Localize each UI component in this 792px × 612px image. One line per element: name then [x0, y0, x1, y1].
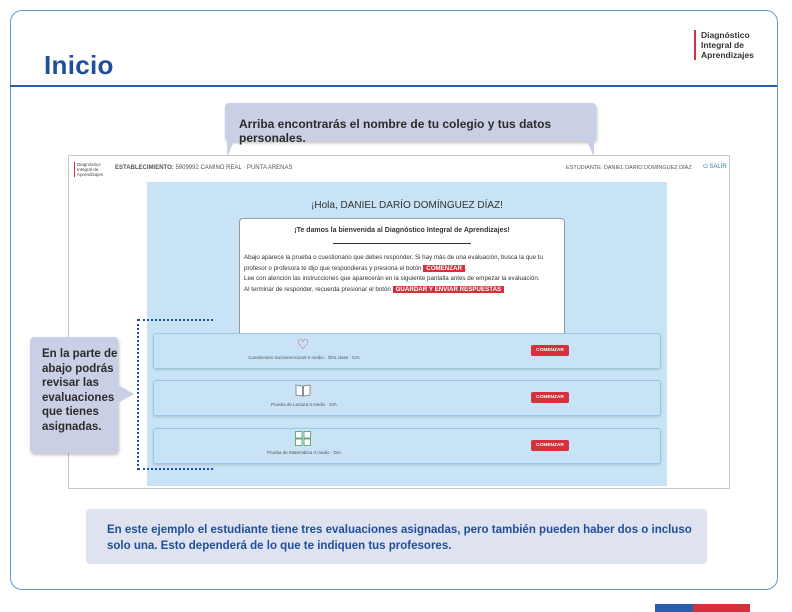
- start-button[interactable]: COMENZAR: [531, 345, 569, 356]
- welcome-title: ¡Te damos la bienvenida al Diagnóstico Integral de Aprendizajes!: [294, 227, 510, 234]
- evaluation-card: [153, 428, 661, 464]
- callout-top-text: Arriba encontrarás el nombre de tu colegio y tus datos personales.: [239, 117, 552, 145]
- greeting: ¡Hola, DANIEL DARÍO DOMÍNGUEZ DÍAZ!: [311, 200, 503, 211]
- footer-flag-blue: [655, 604, 693, 612]
- school-info: [115, 165, 293, 171]
- screenshot-logo-line-2: Integral de: [77, 167, 99, 172]
- guardar-label: GUARDAR Y ENVIAR RESPUESTAS: [393, 286, 505, 293]
- brand-line-3: Aprendizajes: [701, 50, 754, 60]
- start-button[interactable]: COMENZAR: [531, 392, 569, 403]
- bracket-top: [138, 319, 213, 321]
- power-icon: ⏻: [703, 164, 708, 170]
- instruction-3: Al terminar de responder, recuerda presionar el botón: [244, 285, 391, 293]
- title-divider: [10, 85, 777, 87]
- callout-left-text: En la parte de abajo podrás revisar las evaluaciones que tienes asignadas.: [42, 348, 118, 433]
- bottom-note: [86, 509, 707, 564]
- evaluations-panel: [147, 182, 667, 486]
- bracket-left: [137, 319, 139, 470]
- instruction-2: Lee con atención las instrucciones que aparecerán en la siguiente pantalla antes de empezar la evaluación.: [244, 275, 540, 282]
- bracket-bottom: [138, 468, 213, 470]
- book-icon: [294, 383, 312, 399]
- platform-screenshot: [68, 155, 730, 489]
- footer-flag-red: [693, 604, 750, 612]
- logout-label: SALIR: [709, 164, 727, 170]
- callout-left: [30, 337, 118, 453]
- evaluation-card: [153, 333, 661, 369]
- instruction-1: Abajo aparece la prueba o cuestionario que debes responder. Si hay más de una evaluación, busca la que tu profesor o profesora te dijo que respondieras y presiona el botón: [244, 254, 543, 272]
- callout-left-pointer: [118, 385, 134, 403]
- callout-top: [225, 103, 596, 145]
- brand-line-2: Integral de: [701, 40, 744, 50]
- welcome-divider: [333, 243, 471, 244]
- comenzar-label: COMENZAR: [423, 265, 465, 272]
- school-value: 5909992 CAMINO REAL · PUNTA ARENAS: [175, 165, 293, 171]
- school-label: ESTABLECIMIENTO:: [115, 165, 174, 171]
- screenshot-logo-line-3: Aprendizajes: [77, 172, 104, 177]
- evaluation-name: Cuestionario Socioemocional II medio · Otra clase · DIA: [248, 355, 360, 360]
- evaluation-name: Prueba de Lectura II medio · DIA: [271, 402, 337, 407]
- brand-line-1: Diagnóstico: [701, 30, 750, 40]
- page-title: Inicio: [44, 50, 114, 80]
- start-button[interactable]: COMENZAR: [531, 440, 569, 451]
- student-info: ESTUDIANTE: DANIEL DARÍO DOMÍNGUEZ DÍAZ: [566, 165, 692, 171]
- screenshot-logo-line-1: Diagnóstico: [77, 162, 101, 167]
- welcome-box: [239, 218, 565, 348]
- calculator-icon: [294, 431, 312, 447]
- heart-icon: ♡: [296, 336, 310, 352]
- welcome-instructions: Abajo aparece la prueba o cuestionario que debes responder. Si hay más de una evaluación, busca la que tu profesor o profesora te dijo que respondieras y presiona el botón COMENZAR . Lee con atención las instrucciones que aparecerán en la siguiente pantalla antes de empezar la evaluación. Al terminar de responder, recuerda presionar el botón GUARDAR Y ENVIAR RESPUESTAS: [244, 254, 543, 293]
- evaluation-card: [153, 380, 661, 416]
- logout-link[interactable]: [703, 164, 727, 171]
- brand-logo: [694, 30, 771, 60]
- evaluation-name: Prueba de Matemática II medio · DIA: [266, 450, 342, 455]
- screenshot-logo: [74, 162, 103, 177]
- bottom-note-text: En este ejemplo el estudiante tiene tres evaluaciones asignadas, pero también pueden haber dos o incluso solo una. Esto dependerá de lo que te indiquen tus profesores.: [107, 524, 692, 552]
